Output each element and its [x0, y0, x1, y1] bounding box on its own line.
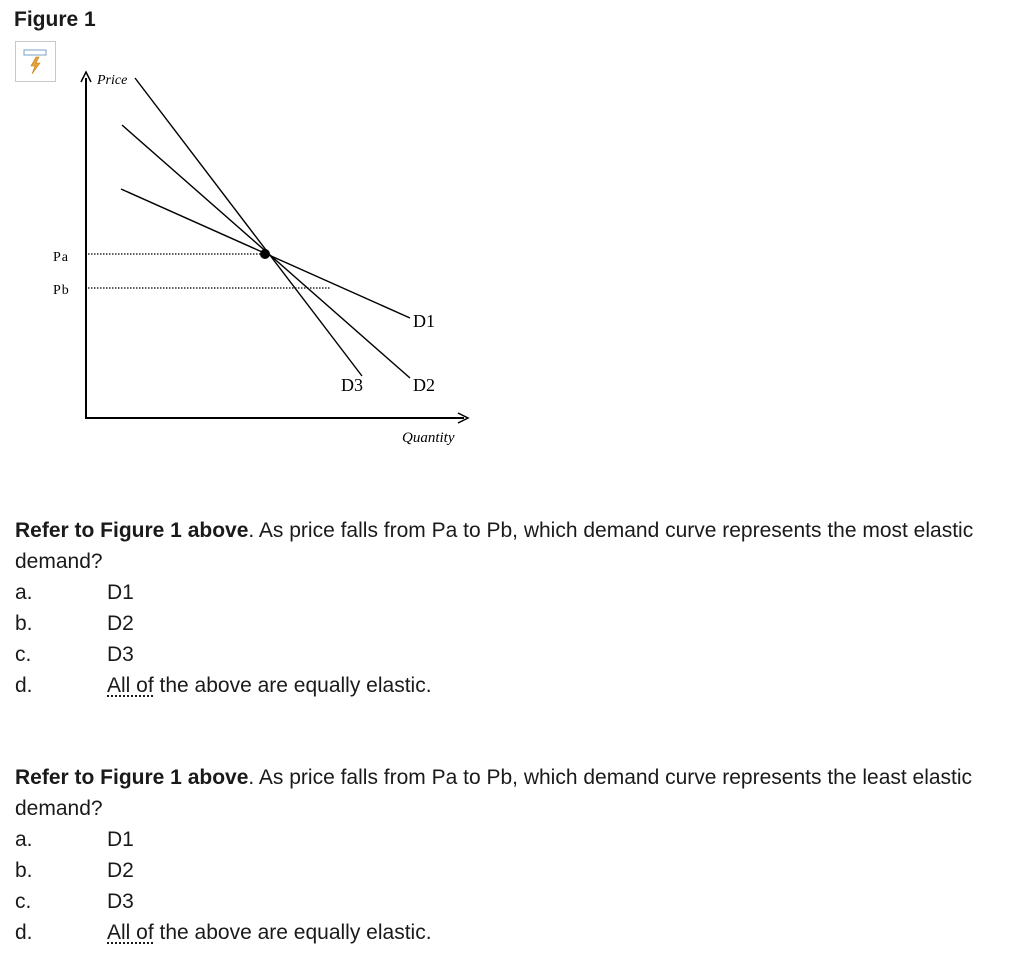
option-answer: D3 — [107, 643, 134, 666]
question-2 — [15, 762, 1010, 948]
question-2-option-d[interactable] — [15, 917, 1010, 948]
option-answer-underlined: All of — [107, 921, 154, 944]
pa-tick-label: Pa — [53, 250, 69, 265]
option-letter: c. — [15, 643, 32, 666]
option-letter: c. — [15, 890, 32, 913]
question-2-text — [15, 762, 1010, 824]
option-letter: a. — [15, 581, 33, 604]
option-answer: D3 — [107, 890, 134, 913]
option-answer: D2 — [107, 612, 134, 635]
question-2-option-a[interactable] — [15, 824, 1010, 855]
option-letter: a. — [15, 828, 33, 851]
option-answer: D1 — [107, 581, 134, 604]
question-2-body: . As price falls from Pa to Pb, which demand curve represents the least elastic demand? — [15, 766, 973, 820]
option-answer — [107, 670, 432, 701]
d3-label: D3 — [341, 375, 363, 395]
question-2-option-c[interactable] — [15, 886, 1010, 917]
option-answer: D2 — [107, 859, 134, 882]
option-answer-rest: the above are equally elastic. — [153, 921, 432, 944]
question-2-option-b[interactable] — [15, 855, 1010, 886]
option-answer-rest: the above are equally elastic. — [153, 674, 432, 697]
d2-label: D2 — [413, 375, 435, 395]
question-1-body: . As price falls from Pa to Pb, which demand curve represents the most elastic demand? — [15, 519, 974, 573]
question-1-text — [15, 515, 1010, 577]
option-letter: d. — [15, 921, 33, 944]
question-1-option-c[interactable] — [15, 639, 1010, 670]
question-2-prefix: Refer to Figure 1 above — [15, 766, 249, 789]
y-axis-label: Price — [97, 73, 128, 88]
question-1-option-d[interactable] — [15, 670, 1010, 701]
option-letter: d. — [15, 674, 33, 697]
d1-label: D1 — [413, 311, 435, 331]
figure-title: Figure 1 — [14, 8, 96, 31]
option-answer — [107, 917, 432, 948]
demand-chart — [0, 0, 1024, 470]
question-1 — [15, 515, 1010, 701]
option-letter: b. — [15, 612, 33, 635]
option-answer-underlined: All of — [107, 674, 154, 697]
question-1-prefix: Refer to Figure 1 above — [15, 519, 249, 542]
x-axis-label: Quantity — [402, 430, 455, 446]
d3-curve — [135, 78, 362, 376]
intersection-point — [260, 249, 270, 259]
option-answer: D1 — [107, 828, 134, 851]
question-1-option-b[interactable] — [15, 608, 1010, 639]
question-1-option-a[interactable] — [15, 577, 1010, 608]
pb-tick-label: Pb — [53, 283, 70, 298]
option-letter: b. — [15, 859, 33, 882]
